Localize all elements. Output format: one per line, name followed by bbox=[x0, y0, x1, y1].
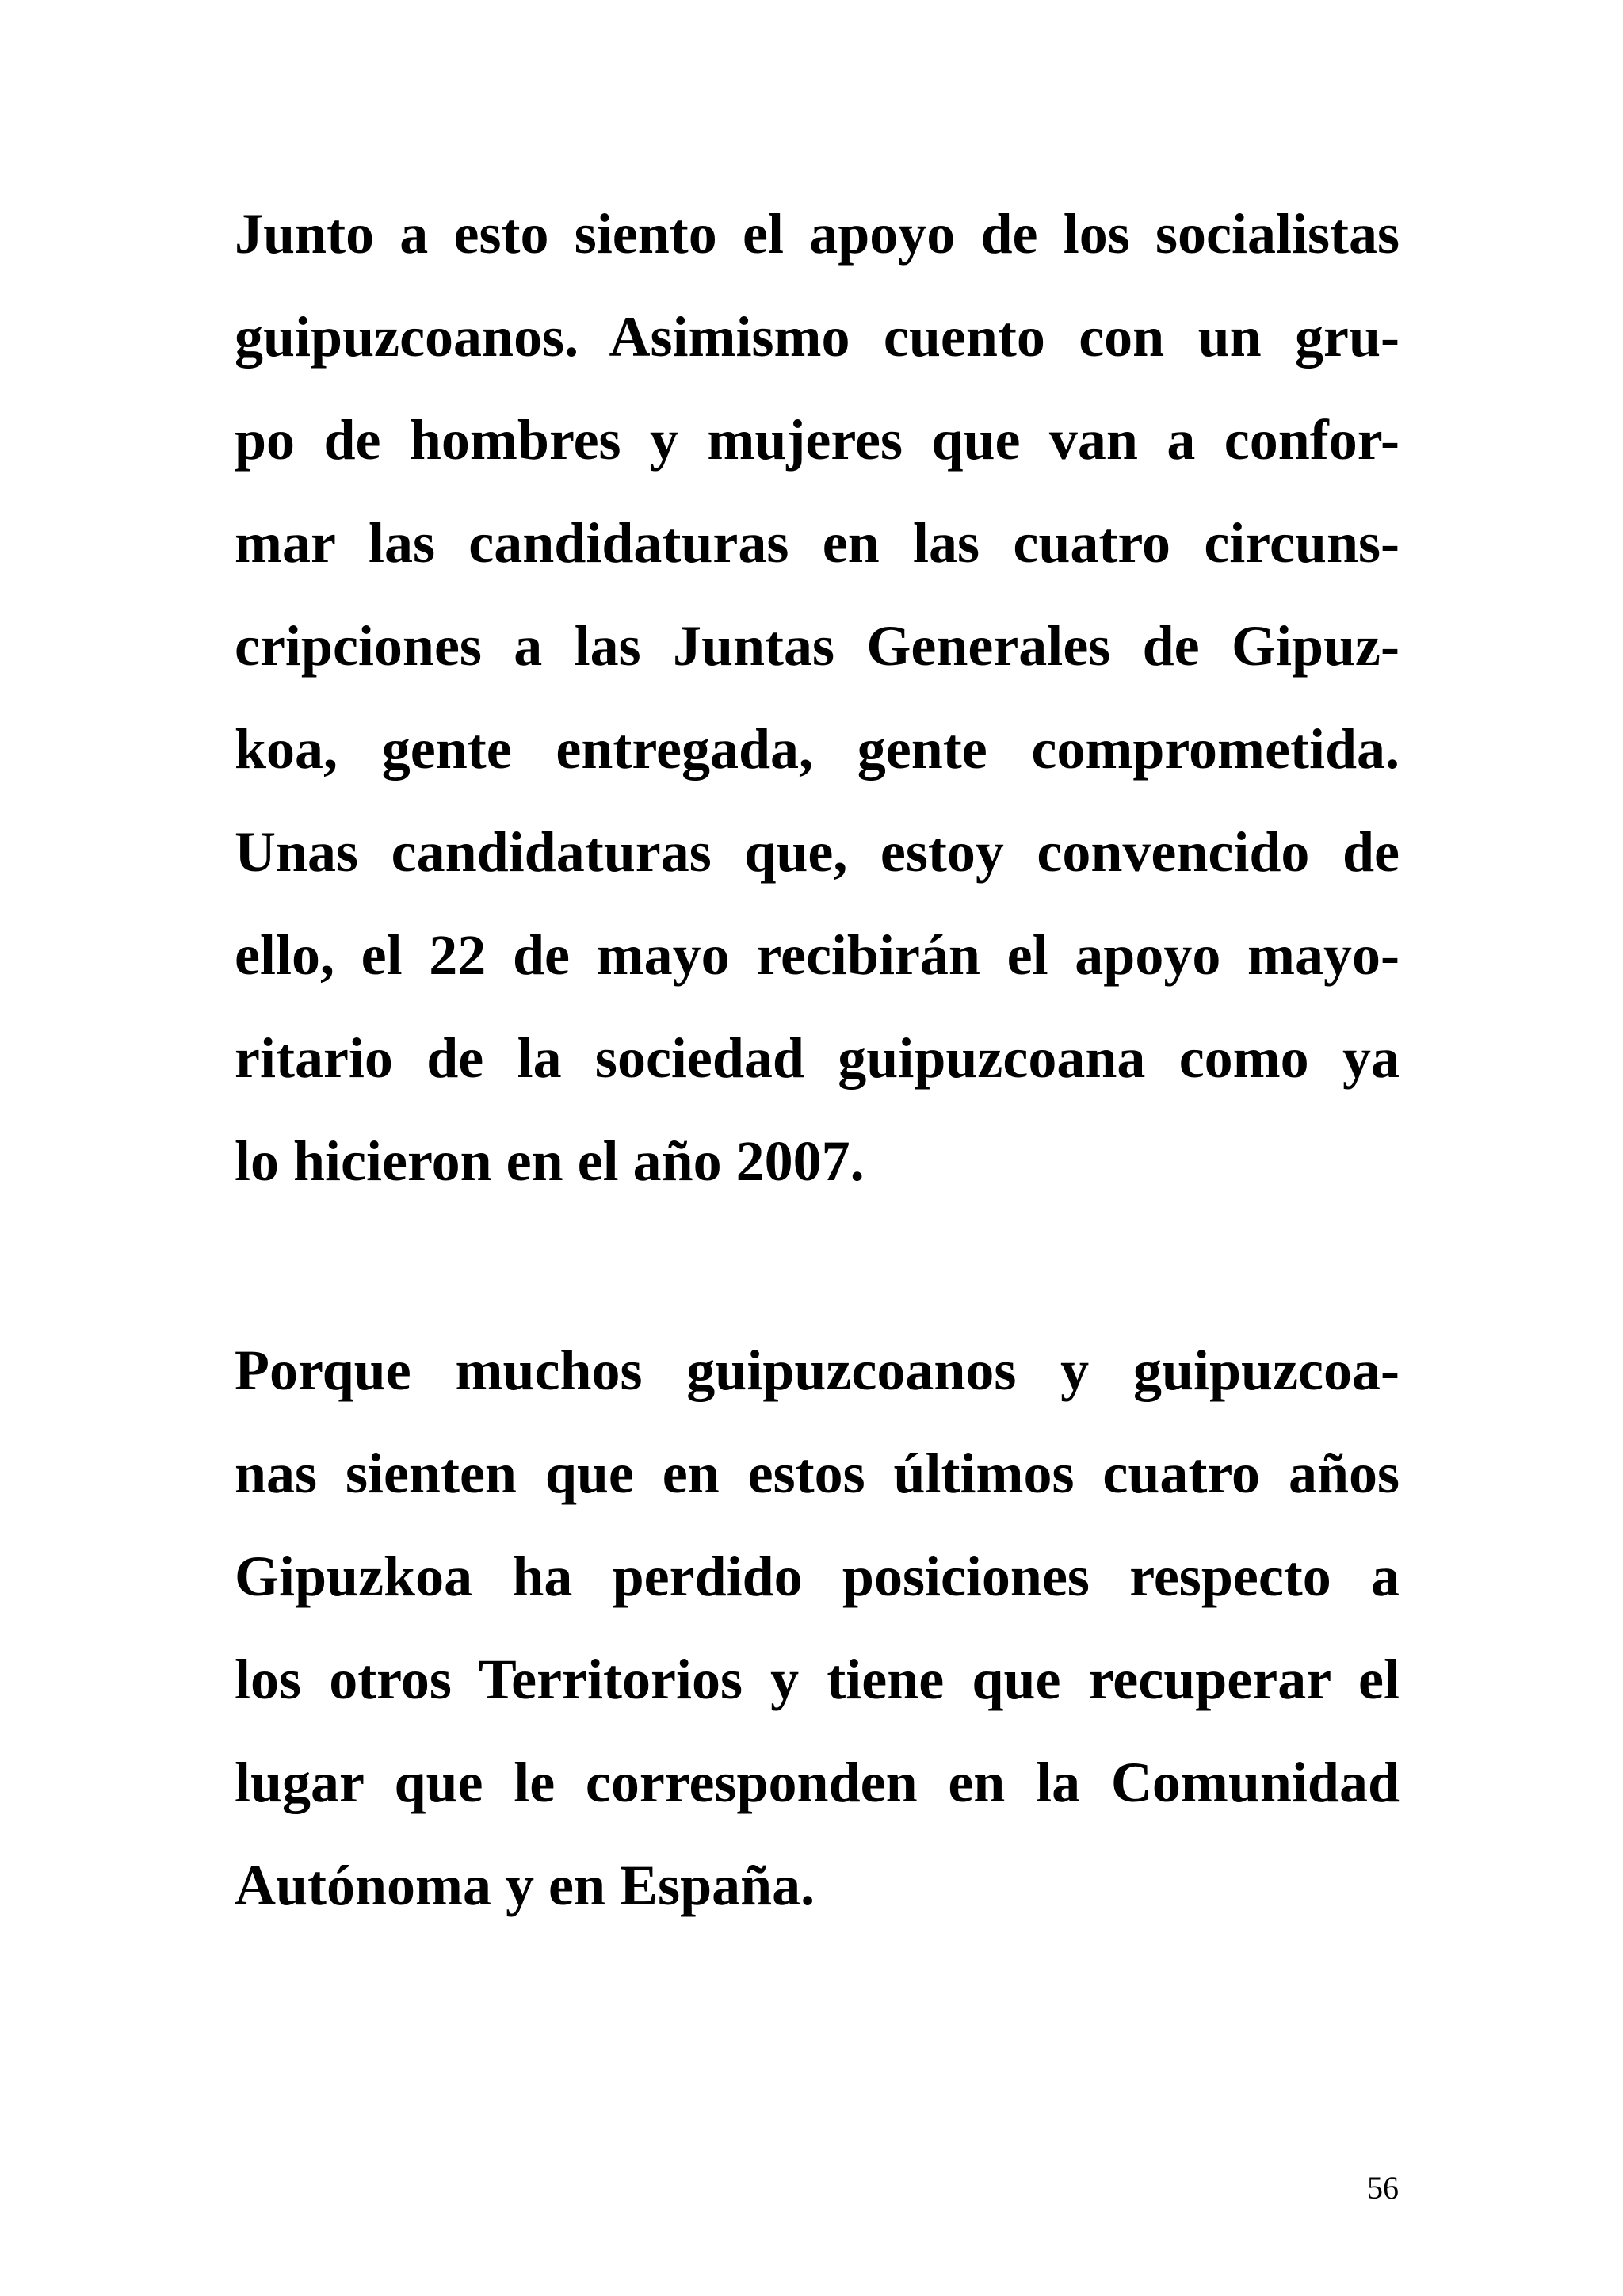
paragraph-line: ritario de la sociedad guipuzcoana como ya bbox=[235, 1026, 1400, 1090]
paragraph-line: cripciones a las Juntas Generales de Gipuz- bbox=[235, 614, 1400, 678]
paragraph-line: lo hicieron en el año 2007. bbox=[235, 1129, 865, 1193]
page-number: 56 bbox=[1367, 2170, 1399, 2206]
paragraph-line: Junto a esto siento el apoyo de los socialistas bbox=[235, 202, 1400, 266]
paragraph-line: po de hombres y mujeres que van a confor- bbox=[235, 408, 1400, 472]
paragraph-line: nas sienten que en estos últimos cuatro años bbox=[235, 1442, 1400, 1505]
paragraph-line: Unas candidaturas que, estoy convencido de bbox=[235, 820, 1400, 884]
paragraph-line: Porque muchos guipuzcoanos y guipuzcoa- bbox=[235, 1339, 1400, 1402]
paragraph-line: Gipuzkoa ha perdido posiciones respecto a bbox=[235, 1545, 1400, 1608]
paragraph-line: ello, el 22 de mayo recibirán el apoyo mayo- bbox=[235, 923, 1400, 987]
paragraph-line: lugar que le corresponden en la Comunidad bbox=[235, 1751, 1400, 1814]
paragraph-line: Autónoma y en España. bbox=[235, 1854, 815, 1917]
paragraph-line: los otros Territorios y tiene que recuperar el bbox=[235, 1648, 1400, 1711]
paragraph-line: mar las candidaturas en las cuatro circuns- bbox=[235, 511, 1400, 575]
paragraph-2 bbox=[235, 1328, 1400, 1946]
paragraph-1 bbox=[235, 192, 1400, 1222]
paragraph-line: guipuzcoanos. Asimismo cuento con un gru- bbox=[235, 305, 1400, 369]
paragraph-line: koa, gente entregada, gente comprometida. bbox=[235, 717, 1400, 781]
